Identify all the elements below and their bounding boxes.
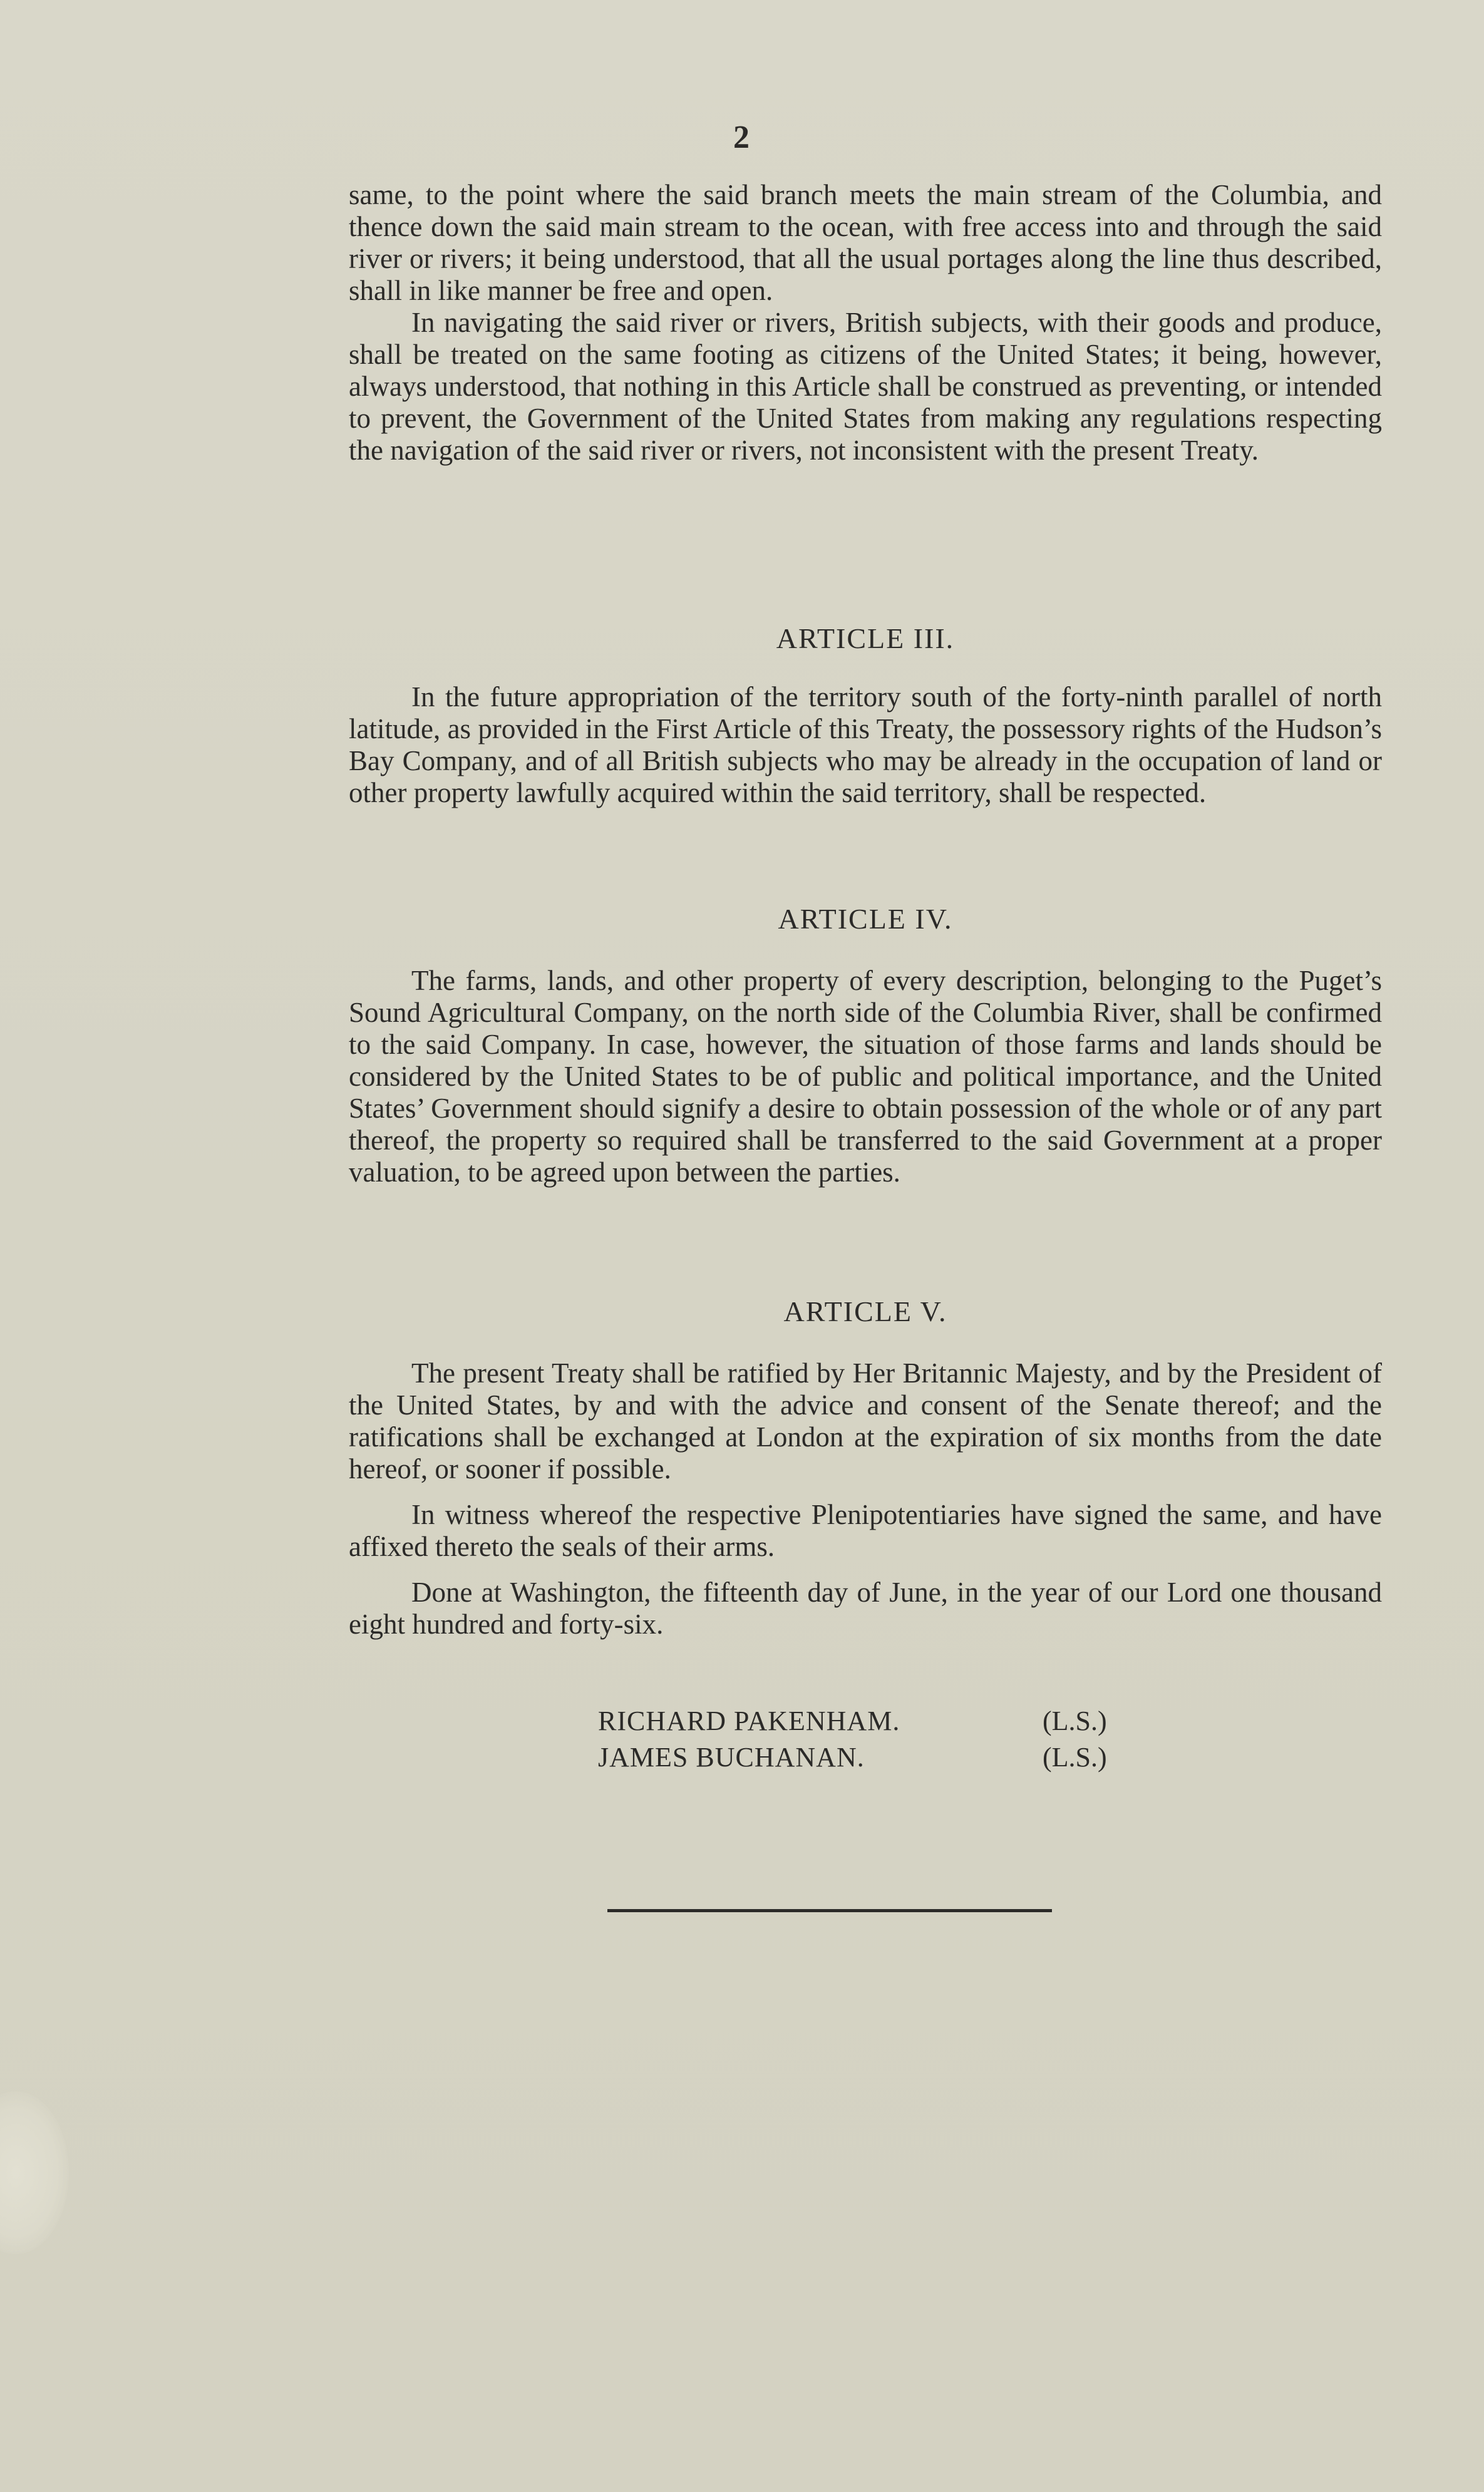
signature-row <box>598 1703 1168 1739</box>
article-heading: ARTICLE IV. <box>778 903 953 935</box>
article-heading: ARTICLE III. <box>776 622 955 654</box>
paragraph: In the future appropriation of the territory south of the forty-ninth parallel of north latitude, as provided in the First Article of this Treaty, the possessory rights of the Hudson’s Bay Company, and of all British subjects who may be already in the occupation of land or other property lawfully acquired within the said territory, shall be respected. <box>349 681 1382 808</box>
seal-mark: (L.S.) <box>1043 1742 1107 1773</box>
article-heading: ARTICLE V. <box>783 1295 947 1327</box>
paragraph: The present Treaty shall be ratified by Her Britannic Majesty, and by the President of the United States, by and with the advice and consent of the Senate thereof; and the ratifications shall be exchanged at London at the expiration of six months from the date hereof, or sooner if possible. <box>349 1357 1382 1485</box>
paragraph: In witness whereof the respective Plenipotentiaries have signed the same, and have affixed thereto the seals of their arms. <box>349 1499 1382 1562</box>
article-4-text <box>349 965 1382 1188</box>
page-number: 2 <box>733 120 751 155</box>
signatory-name: RICHARD PAKENHAM. <box>598 1706 900 1736</box>
paragraph: In navigating the said river or rivers, British subjects, with their goods and produce, shall be treated on the same footing as citizens of the United States; it being, however, always understood, that nothing in this Article shall be construed as preventing, or intended to prevent, the Government of the United States from making any regulations respecting the navigation of the said river or rivers, not inconsistent with the present Treaty. <box>349 307 1382 466</box>
paragraph: same, to the point where the said branch meets the main stream of the Columbia, and thence down the said main stream to the ocean, with free access into and through the said river or rivers; it being understood, that all the usual portages along the line thus described, shall in like manner be free and open. <box>349 179 1382 306</box>
paper-stain <box>0 2091 69 2254</box>
paragraph: The farms, lands, and other property of every description, belonging to the Puget’s Sound Agricultural Company, on the north side of the Columbia River, shall be confirmed to the said Company. In case, however, the situation of those farms and lands should be considered by the United States to be of public and political importance, and the United States’ Government should signify a desire to obtain possession of the whole or of any part thereof, the property so required shall be transferred to the said Government at a proper valuation, to be agreed upon between the parties. <box>349 965 1382 1188</box>
signature-block <box>598 1703 1168 1776</box>
paragraph: Done at Washington, the fifteenth day of June, in the year of our Lord one thousand eight hundred and forty-six. <box>349 1577 1382 1640</box>
article-3-text <box>349 681 1382 809</box>
article-5-text <box>349 1357 1382 1640</box>
seal-mark: (L.S.) <box>1043 1706 1107 1736</box>
signatory-name: JAMES BUCHANAN. <box>598 1742 865 1773</box>
closing-rule <box>607 1909 1052 1912</box>
signature-row <box>598 1739 1168 1776</box>
continuation-text <box>349 179 1382 466</box>
